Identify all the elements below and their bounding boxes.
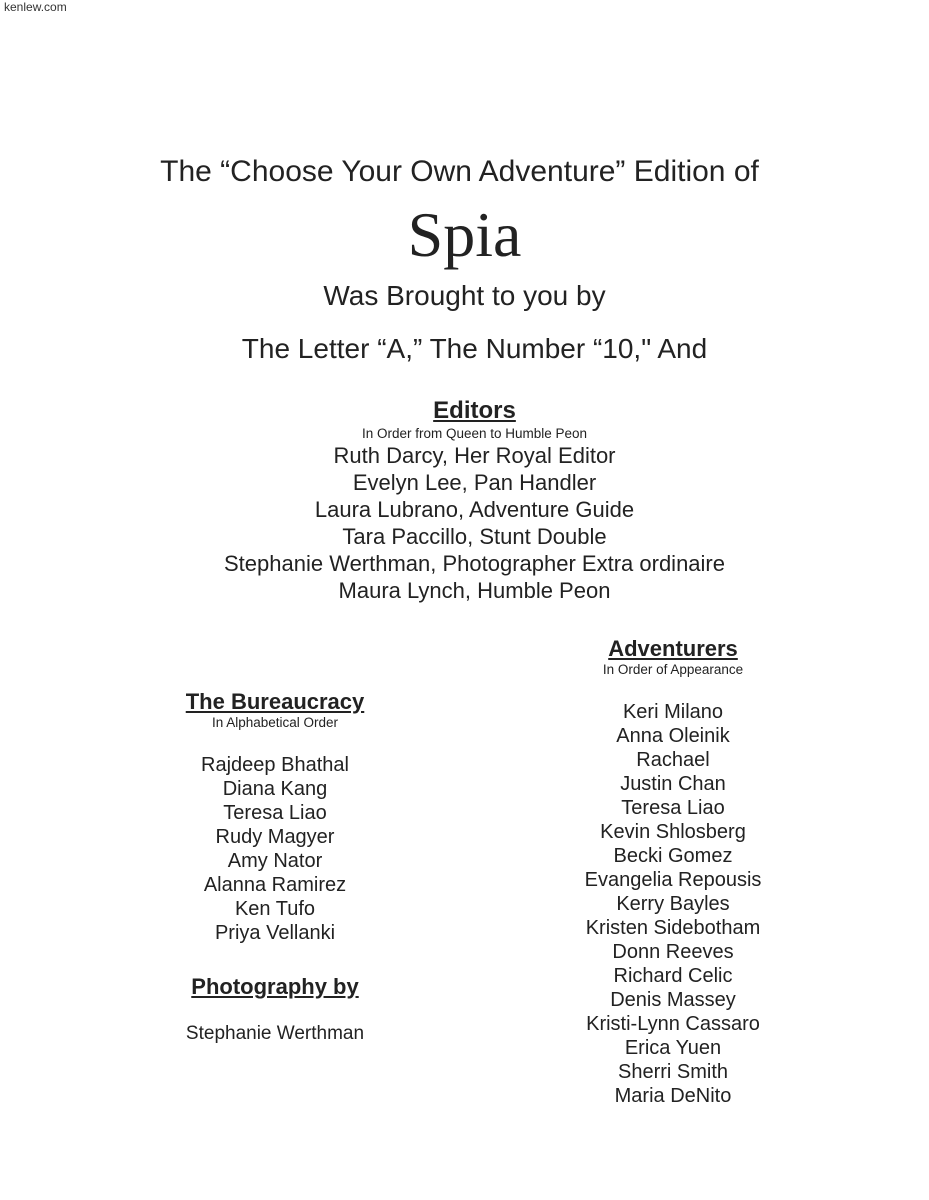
photography-section bbox=[150, 973, 400, 1046]
adventurer-name: Anna Oleinik bbox=[616, 725, 730, 747]
bureaucracy-name: Rajdeep Bhathal bbox=[201, 754, 349, 776]
bureaucracy-name: Ken Tufo bbox=[234, 898, 316, 920]
bureaucracy-name: Teresa Liao bbox=[223, 802, 327, 824]
adventurer-name: Maria DeNito bbox=[614, 1085, 732, 1107]
editor-name: Stephanie Werthman, Photographer Extra ordinaire bbox=[224, 551, 725, 576]
brought-line: Was Brought to you by bbox=[323, 280, 606, 311]
editors-subheading: In Order from Queen to Humble Peon bbox=[361, 426, 588, 441]
edition-title: The “Choose Your Own Adventure” Edition of bbox=[160, 155, 759, 188]
editor-name: Laura Lubrano, Adventure Guide bbox=[314, 497, 635, 522]
editor-name: Maura Lynch, Humble Peon bbox=[338, 578, 611, 603]
adventurer-name: Teresa Liao bbox=[621, 797, 725, 819]
publication-name: Spia bbox=[407, 199, 522, 270]
bureaucracy-subheading: In Alphabetical Order bbox=[211, 715, 339, 730]
adventurers-section bbox=[548, 635, 798, 1108]
bureaucracy-name: Priya Vellanki bbox=[214, 922, 336, 944]
adventurers-list bbox=[548, 700, 798, 1108]
watermark: kenlew.com bbox=[4, 0, 67, 14]
editors-list bbox=[0, 442, 929, 604]
adventurers-subheading: In Order of Appearance bbox=[602, 662, 744, 677]
editors-section bbox=[0, 396, 929, 604]
editor-name: Evelyn Lee, Pan Handler bbox=[352, 470, 597, 495]
adventurer-name: Evangelia Repousis bbox=[584, 869, 762, 891]
adventurer-name: Justin Chan bbox=[620, 773, 726, 795]
bureaucracy-name: Rudy Magyer bbox=[215, 826, 335, 848]
photography-heading: Photography by bbox=[191, 974, 359, 999]
adventurer-name: Becki Gomez bbox=[613, 845, 733, 867]
adventurer-name: Kristi-Lynn Cassaro bbox=[586, 1013, 760, 1035]
adventurers-heading: Adventurers bbox=[608, 636, 738, 661]
bureaucracy-name: Diana Kang bbox=[222, 778, 328, 800]
adventurer-name: Keri Milano bbox=[622, 701, 724, 723]
letter-line: The Letter “A,” The Number “10," And bbox=[241, 333, 708, 364]
bureaucracy-list bbox=[150, 753, 400, 945]
bureaucracy-name: Alanna Ramirez bbox=[203, 874, 347, 896]
adventurer-name: Kerry Bayles bbox=[616, 893, 730, 915]
adventurer-name: Kristen Sidebotham bbox=[585, 917, 761, 939]
adventurer-name: Sherri Smith bbox=[617, 1061, 729, 1083]
bureaucracy-section bbox=[150, 688, 400, 945]
editors-heading: Editors bbox=[433, 397, 516, 424]
editor-name: Tara Paccillo, Stunt Double bbox=[342, 524, 607, 549]
adventurer-name: Rachael bbox=[636, 749, 710, 771]
adventurer-name: Kevin Shlosberg bbox=[600, 821, 746, 843]
adventurer-name: Erica Yuen bbox=[624, 1037, 722, 1059]
bureaucracy-name: Amy Nator bbox=[227, 850, 323, 872]
adventurer-name: Donn Reeves bbox=[612, 941, 734, 963]
adventurer-name: Denis Massey bbox=[610, 989, 736, 1011]
bureaucracy-heading: The Bureaucracy bbox=[185, 689, 365, 714]
photography-credit: Stephanie Werthman bbox=[185, 1023, 365, 1044]
adventurer-name: Richard Celic bbox=[613, 965, 733, 987]
editor-name: Ruth Darcy, Her Royal Editor bbox=[333, 443, 616, 468]
